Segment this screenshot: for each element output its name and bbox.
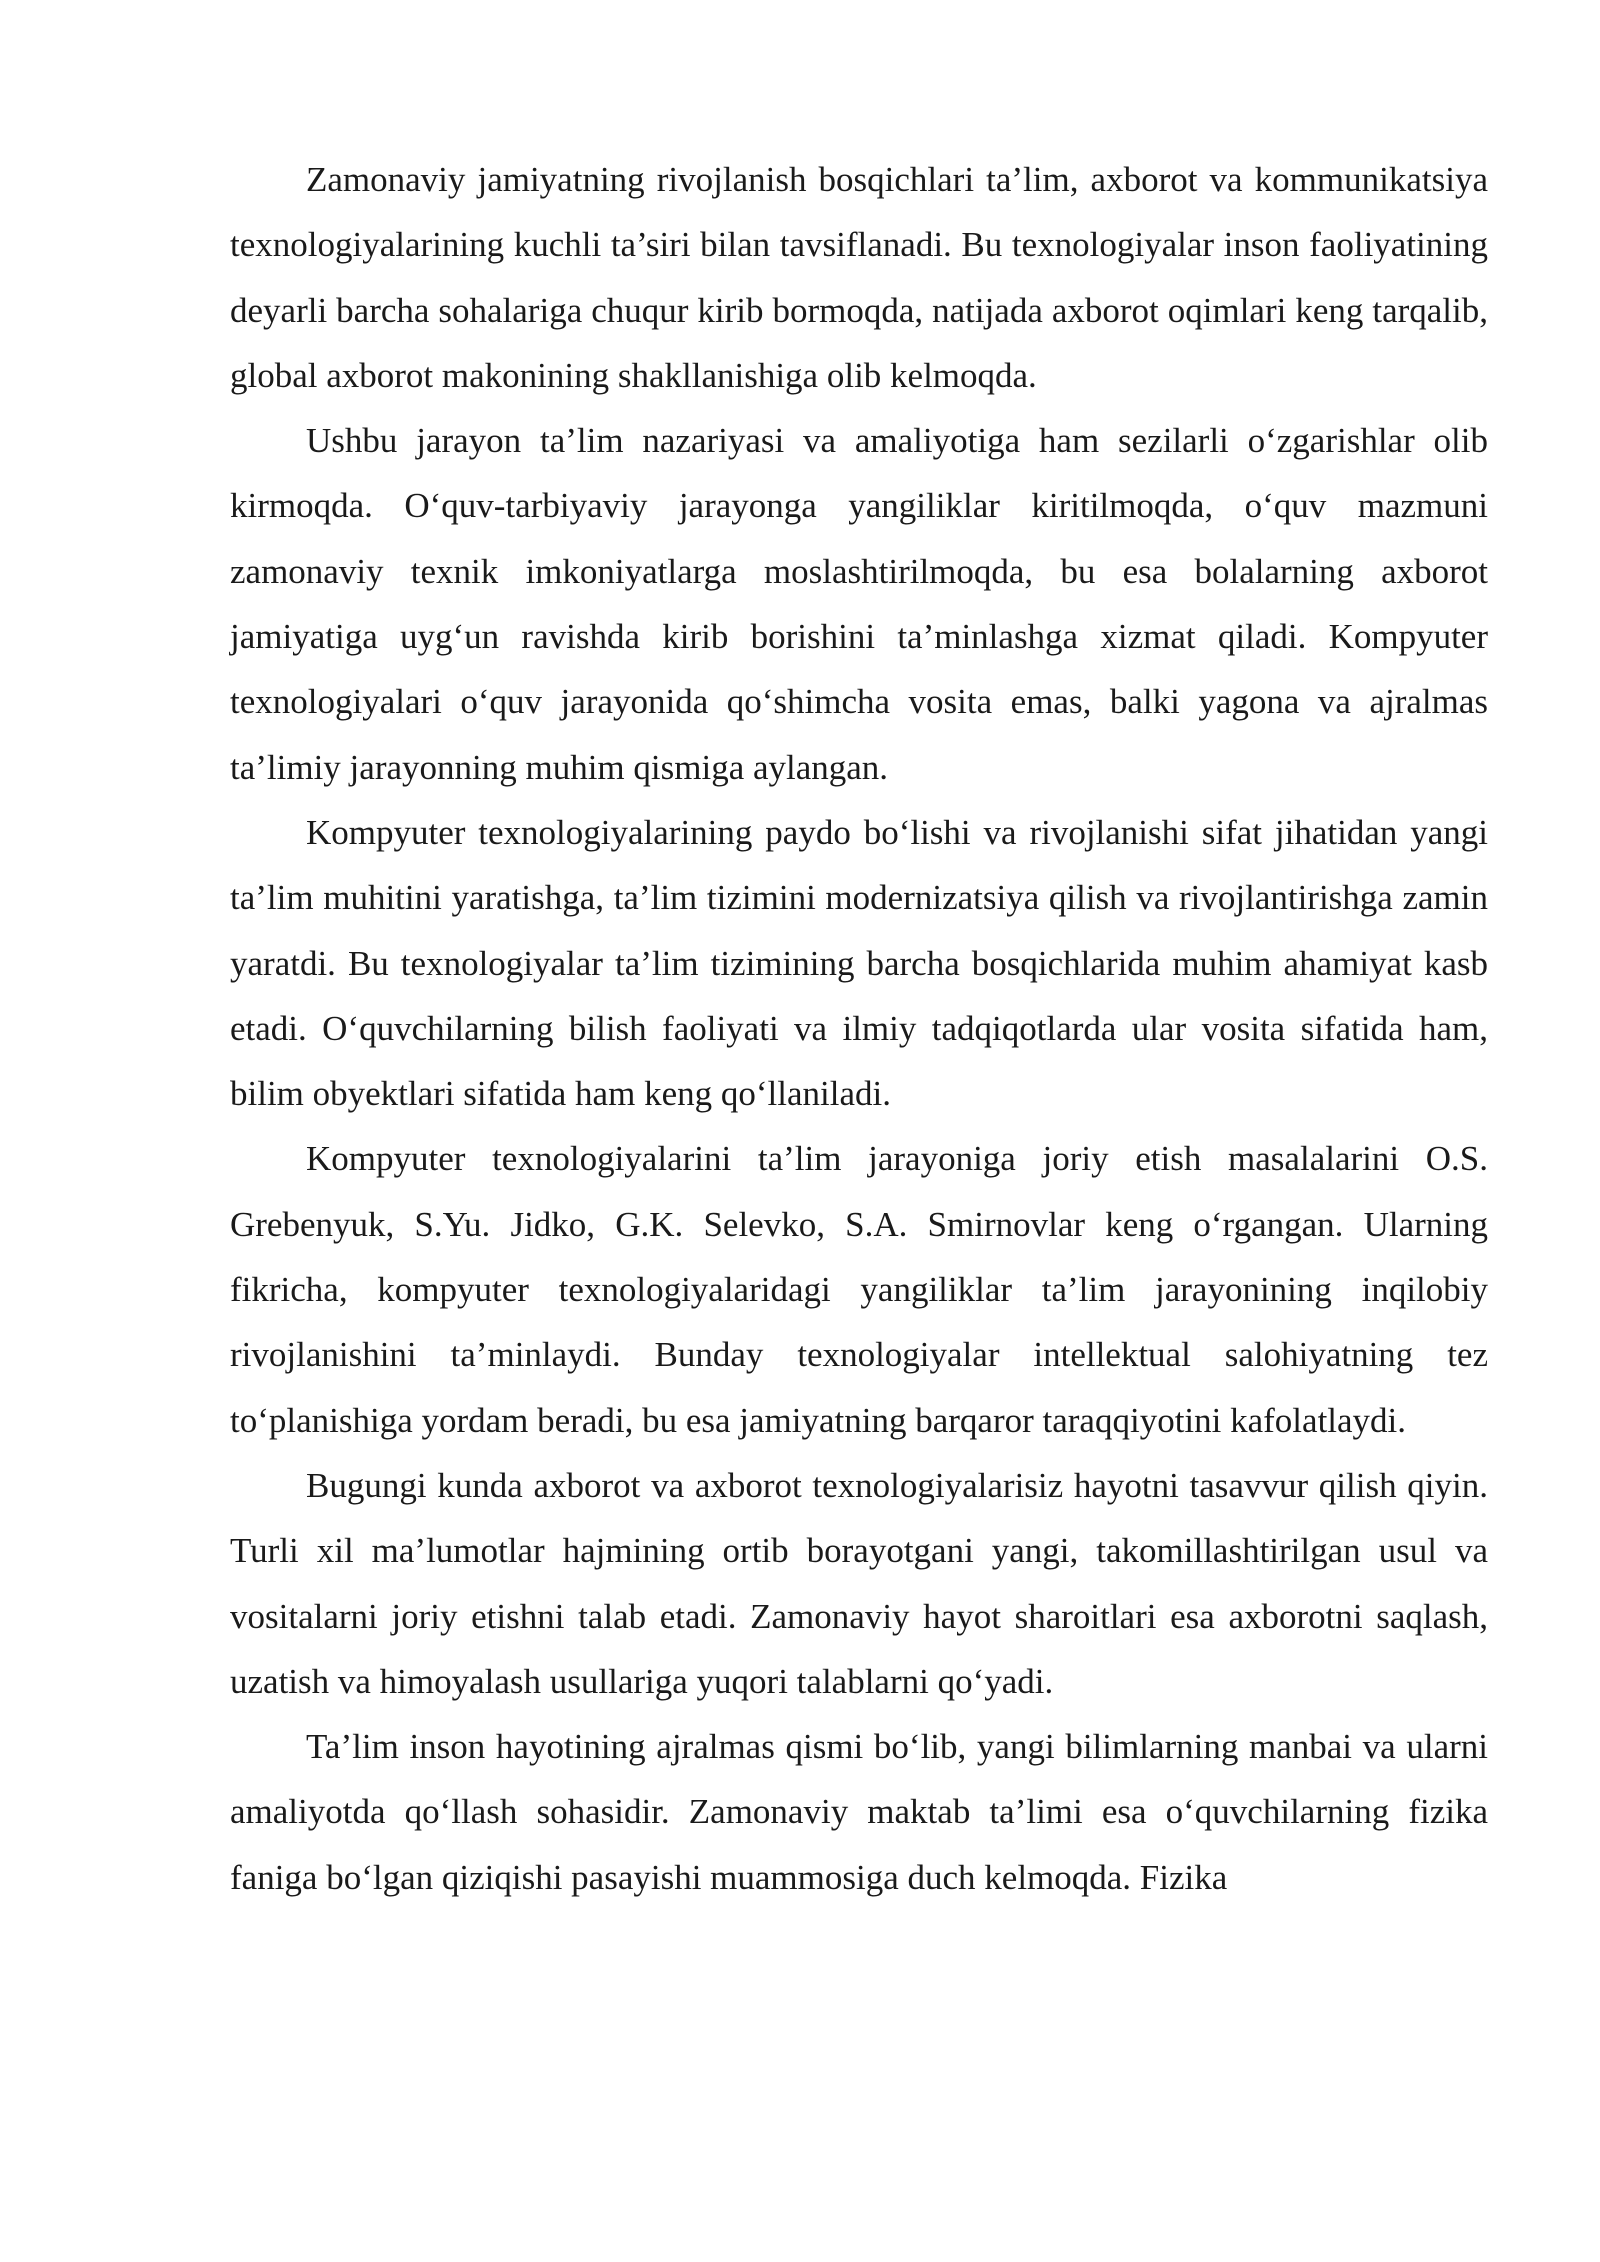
paragraph-6: Ta’lim inson hayotining ajralmas qismi bo‘lib, yangi bilimlarning manbai va ularni amaliyotda qo‘llash sohasidir. Zamonaviy maktab ta’limi esa o‘quvchilarning fizika faniga bo‘lgan qiziqishi pasayishi muammosiga duch kelmoqda. Fizika [230,1727,1488,1897]
paragraph-3: Kompyuter texnologiyalarining paydo bo‘lishi va rivojlanishi sifat jihatidan yangi ta’lim muhitini yaratishga, ta’lim tizimini modernizatsiya qilish va rivojlantirishga zamin yaratdi. Bu texnologiyalar ta’lim tizimining barcha bosqichlarida muhim ahamiyat kasb etadi. O‘quvchilarning bilish faoliyati va ilmiy tadqiqotlarda ular vosita sifatida ham, bilim obyektlari sifatida ham keng qo‘llaniladi. [230,812,1488,1114]
paragraph-4: Kompyuter texnologiyalarini ta’lim jarayoniga joriy etish masalalarini O.S. Grebenyuk, S.Yu. Jidko, G.K. Selevko, S.A. Smirnovlar keng o‘rgangan. Ularning fikricha, kompyuter texnologiyalaridagi yangiliklar ta’lim jarayonining inqilobiy rivojlanishini ta’minlaydi. Bunday texnologiyalar intellektual salohiyatning tez to‘planishiga yordam beradi, bu esa jamiyatning barqaror taraqqiyotini kafolatlaydi. [230,1139,1488,1440]
paragraph-1: Zamonaviy jamiyatning rivojlanish bosqichlari ta’lim, axborot va kommunikatsiya texnologiyalarining kuchli ta’siri bilan tavsiflanadi. Bu texnologiyalar inson faoliyatining deyarli barcha sohalariga chuqur kirib bormoqda, natijada axborot oqimlari keng tarqalib, global axborot makonining shakllanishiga olib kelmoqda. [230,160,1488,395]
paragraph-2: Ushbu jarayon ta’lim nazariyasi va amaliyotiga ham sezilarli o‘zgarishlar olib kirmoqda. O‘quv-tarbiyaviy jarayonga yangiliklar kiritilmoqda, o‘quv mazmuni zamonaviy texnik imkoniyatlarga moslashtirilmoqda, bu esa bolalarning axborot jamiyatiga uyg‘un ravishda kirib borishini ta’minlashga xizmat qiladi. Kompyuter texnologiyalari o‘quv jarayonida qo‘shimcha vosita emas, balki yagona va ajralmas ta’limiy jarayonning muhim qismiga aylangan. [230,421,1488,787]
paragraph-5: Bugungi kunda axborot va axborot texnologiyalarisiz hayotni tasavvur qilish qiyin. Turli xil ma’lumotlar hajmining ortib borayotgani yangi, takomillashtirilgan usul va vositalarni joriy etishni talab etadi. Zamonaviy hayot sharoitlari esa axborotni saqlash, uzatish va himoyalash usullariga yuqori talablarni qo‘yadi. [230,1465,1488,1701]
document-body [230,147,1488,1910]
